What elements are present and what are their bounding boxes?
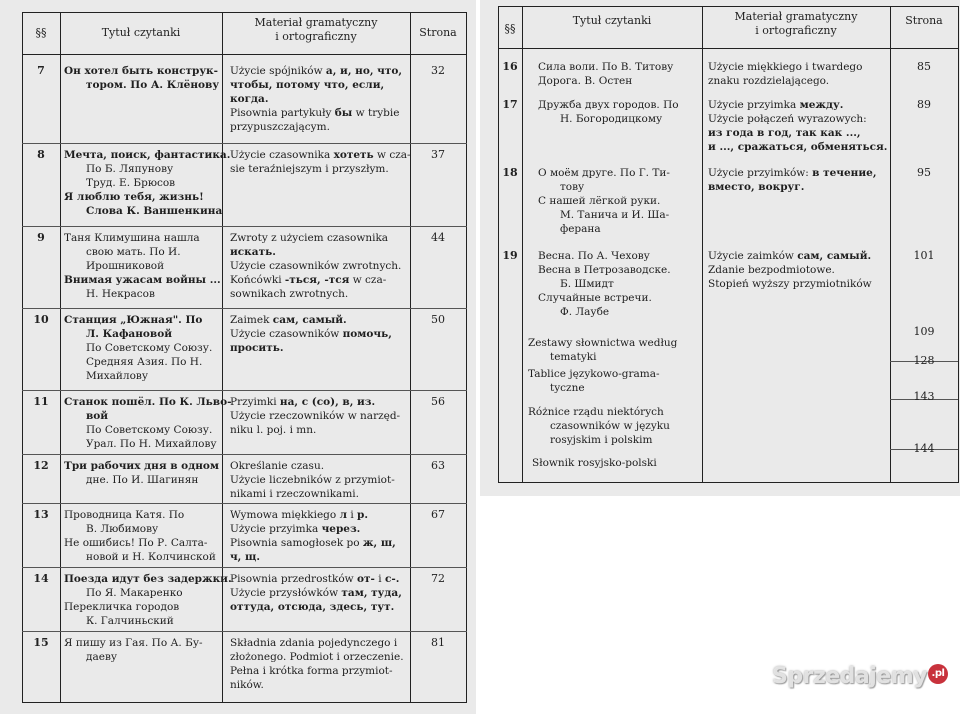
title-line: Перекличка городов [64,601,180,613]
grammar-material [230,64,402,134]
grammar-material [230,508,396,564]
page-number: 95 [917,166,931,179]
title-line: вой [86,410,109,422]
reading-title [64,313,212,383]
material-russian-term: от- [357,573,375,585]
title-line: О моём друге. По Г. Ти- [538,167,670,179]
material-text: Użycie liczebników z przymiot- [230,474,395,486]
title-line: Слова К. Ваншенкина [86,205,223,217]
title-line: Сила воли. По В. Титову [538,61,674,73]
title-line: Станция „Южная". По [64,314,203,326]
title-line: свою мать. По И. [86,246,181,258]
title-line: Tablice językowo-grama- [528,368,660,380]
title-line: tyczne [550,382,585,394]
material-russian-term: оттуда, отсюда, здесь, тут. [230,601,395,613]
row-separator [22,308,467,309]
page-number: 81 [431,636,445,649]
material-line [230,273,401,287]
material-text: Użycie miękkiego i twardego [708,61,863,73]
material-text: Zdanie bezpodmiotowe. [708,264,835,276]
material-text: niku l. poj. i mn. [230,424,317,436]
title-line: По Б. Ляпунову [86,163,174,175]
material-line [230,64,402,78]
material-line [230,231,401,245]
row-separator [22,567,467,568]
page-number: 101 [913,249,935,262]
section-number: 16 [502,60,518,73]
reading-title [64,231,221,301]
title-line: Внимая ужасам войны ... [64,274,221,286]
title-line: Весна в Петрозаводске. [538,264,671,276]
material-line [230,409,400,423]
material-text: Przyimki [230,396,280,408]
material-russian-term: сам, самый. [797,250,872,262]
section-number: 18 [502,166,518,179]
title-line: Zestawy słownictwa według [528,337,678,349]
material-line [708,140,887,154]
material-text: Końcówki [230,274,285,286]
title-line: Мечта, поиск, фантастика. [64,149,231,161]
title-line: С нашей лёгкой руки. [538,195,661,207]
material-line [230,78,402,92]
appendix-title [528,367,660,395]
material-line [230,586,402,600]
material-line [230,120,402,134]
material-russian-term: -ться, -тся [284,274,350,286]
page-number: 56 [431,395,445,408]
title-line: М. Танича и И. Ша- [560,209,670,221]
material-russian-term: в течение, [812,167,877,179]
title-line: По Советскому Союзу. [86,424,213,436]
material-line [230,395,400,409]
reading-title [64,572,232,628]
material-line [708,112,887,126]
title-line: Михайлову [86,370,149,382]
row-separator [22,503,467,504]
header-material-line2: i ortograficzny [755,24,837,37]
section-number: 15 [33,636,49,649]
header-material [222,16,410,44]
header-title: Tytuł czytanki [101,26,181,39]
material-line [708,126,887,140]
material-line [230,313,392,327]
material-line [230,508,396,522]
reading-title [64,459,219,487]
material-text: nikami i rzeczownikami. [230,488,359,500]
page-number: 67 [431,508,445,521]
title-line: К. Галчиньский [86,615,174,627]
title-line: Станок пошёл. По К. Льво- [64,396,232,408]
title-line: Я пишу из Гая. По А. Бу- [64,637,203,649]
material-text: Użycie przyimka [708,99,800,111]
material-line [230,487,395,501]
material-line [230,664,404,678]
grammar-material [708,60,862,88]
grammar-material [230,313,392,355]
page-number: 44 [431,231,445,244]
title-line: Урал. По Н. Михайлову [86,438,217,450]
title-line: Проводница Катя. По [64,509,185,521]
material-text: Zaimek [230,314,273,326]
material-line [708,60,862,74]
material-text: Pełna i krótka forma przymiot- [230,665,393,677]
header-page: Strona [905,14,943,27]
grammar-material [230,636,404,692]
watermark-tld: .pl [928,664,948,684]
material-russian-term: там, туда, [341,587,402,599]
header-title: Tytuł czytanki [572,14,652,27]
material-line [708,98,887,112]
page-number: 63 [431,459,445,472]
material-text: sownikach zwrotnych. [230,288,349,300]
grammar-material [230,148,411,176]
material-russian-term: с-. [384,573,400,585]
section-number: 14 [33,572,49,585]
material-russian-term: ч, щ. [230,551,261,563]
material-russian-term: искать. [230,246,276,258]
material-russian-term: просить. [230,342,284,354]
material-line [230,148,411,162]
material-russian-term: бы [334,107,353,119]
reading-title [64,636,203,664]
material-text: i [374,573,385,585]
title-line: ферана [560,223,601,235]
header-section: §§ [504,22,516,35]
material-text: i [346,509,358,521]
material-russian-term: когда. [230,93,269,105]
watermark-brand: Sprzedajemy [772,664,927,689]
title-line: Дружба двух городов. По [538,99,679,111]
material-line [230,678,404,692]
header-material-line2: i ortograficzny [275,30,357,43]
appendix-title [532,456,657,470]
material-russian-term: помочь, [342,328,392,340]
title-line: тором. По А. Клёнову [86,79,220,91]
material-text: Użycie połączeń wyrazowych: [708,113,867,125]
title-line: tematyki [550,351,597,363]
section-number: 12 [33,459,49,472]
material-russian-term: р. [357,509,369,521]
material-text: Wymowa miękkiego [230,509,340,521]
title-line: Случайные встречи. [538,292,652,304]
material-text: Stopień wyższy przymiotników [708,278,872,290]
material-russian-term: хотеть [333,149,374,161]
title-line: Поезда идут без задержки. [64,573,232,585]
title-line: Весна. По А. Чехову [538,250,650,262]
catalog-page-left [0,0,476,714]
material-line [708,277,872,291]
appendix-title [528,405,670,447]
material-line [230,245,401,259]
section-number: 13 [33,508,49,521]
section-number: 11 [33,395,49,408]
title-line: Л. Кафановой [86,328,172,340]
title-line: Три рабочих дня в одном [64,460,219,472]
title-line: дaеву [86,651,118,663]
page-number: 144 [913,442,935,455]
material-text: Pisownia przedrostków [230,573,358,585]
page-number: 85 [917,60,931,73]
material-text: Użycie przyimka [230,523,322,535]
material-russian-term: сам, самый. [272,314,347,326]
title-line: Ф. Лаубе [560,306,610,318]
material-text: Użycie czasownika [230,149,334,161]
grammar-material [230,459,395,501]
section-number: 19 [502,249,518,262]
material-line [230,636,404,650]
title-line: czasowników w języku [550,420,670,432]
material-text: w cza- [349,274,387,286]
section-number: 7 [37,64,45,77]
title-line: дне. По И. Шагинян [86,474,199,486]
header-page: Strona [419,26,457,39]
material-line [230,473,395,487]
section-number: 9 [37,231,45,244]
material-text: Składnia zdania pojedynczego i [230,637,398,649]
material-russian-term: а, и, но, что, [325,65,402,77]
title-line: Таня Климушина нашла [64,232,200,244]
reading-title [64,64,219,92]
material-line [230,259,401,273]
material-text: złożonego. Podmiot i orzeczenie. [230,651,404,663]
material-line [230,572,402,586]
page-number: 89 [917,98,931,111]
title-line: новой и Н. Колчинской [86,551,216,563]
sprzedajemy-watermark-logo [772,664,948,689]
catalog-page-right [480,0,960,496]
title-line: Он хотел быть конструк- [64,65,218,77]
title-line: Не ошибись! По Р. Салта- [64,537,208,549]
material-line [230,287,401,301]
material-line [230,550,396,564]
material-text: Pisownia partykuły [230,107,335,119]
title-line: Дорога. В. Остен [538,75,633,87]
title-line: По Советскому Союзу. [86,342,213,354]
material-line [708,180,876,194]
material-line [708,249,872,263]
title-line: Труд. Е. Брюсов [86,177,176,189]
page-number: 143 [913,390,935,403]
material-text: ników. [230,679,264,691]
section-number: 17 [502,98,518,111]
material-text: sie teraźniejszym i przyszłym. [230,163,389,175]
title-line: Б. Шмидт [560,278,614,290]
page-number: 128 [913,354,935,367]
material-line [230,459,395,473]
material-russian-term: л [339,509,347,521]
page-number: 32 [431,64,445,77]
reading-title [64,148,230,218]
material-text: Użycie rzeczowników w narzęd- [230,410,401,422]
row-separator [22,454,467,455]
reading-title [538,60,673,88]
material-line [708,74,862,88]
grammar-material [230,231,401,301]
material-russian-term: через. [321,523,361,535]
material-text: Zwroty z użyciem czasownika [230,232,389,244]
material-text: Użycie czasowników [230,328,343,340]
material-text: w cza- [373,149,411,161]
title-line: Н. Богородицкому [560,113,663,125]
material-line [230,423,400,437]
material-line [230,106,402,120]
material-text: Użycie zaimków [708,250,798,262]
header-material-line1: Materiał gramatyczny [734,10,858,23]
material-line [230,522,396,536]
title-line: Н. Некрасов [86,288,155,300]
material-text: znaku rozdzielającego. [708,75,830,87]
row-separator [22,390,467,391]
page-number: 72 [431,572,445,585]
material-line [230,600,402,614]
material-line [230,341,392,355]
title-line: По Я. Макаренко [86,587,183,599]
material-line [230,327,392,341]
title-line: тову [560,181,585,193]
reading-title [538,166,670,236]
material-line [230,92,402,106]
title-line: Средняя Азия. По Н. [86,356,203,368]
grammar-material [230,572,402,614]
row-separator [22,631,467,632]
material-line [708,166,876,180]
material-text: Użycie spójników [230,65,326,77]
material-russian-term: чтобы, потому что, если, [230,79,385,91]
grammar-material [230,395,400,437]
page-number: 37 [431,148,445,161]
reading-title [64,508,216,564]
material-russian-term: между. [799,99,844,111]
material-line [230,536,396,550]
material-text: w trybie [352,107,400,119]
material-line [708,263,872,277]
page-number: 50 [431,313,445,326]
material-line [230,650,404,664]
reading-title [64,395,231,451]
material-russian-term: на, с (со), в, из. [279,396,376,408]
row-separator [22,143,467,144]
title-line: rosyjskim i polskim [550,434,653,446]
material-text: Użycie przyimków: [708,167,813,179]
material-line [230,162,411,176]
grammar-material [708,249,872,291]
header-material-line1: Materiał gramatyczny [254,16,378,29]
material-russian-term: вместо, вокруг. [708,181,805,193]
title-line: В. Любимову [86,523,159,535]
material-text: Użycie przysłówków [230,587,342,599]
title-line: Różnice rządu niektórych [528,406,664,418]
section-number: 8 [37,148,45,161]
header-material [702,10,890,38]
title-line: Słownik rosyjsko-polski [532,457,657,469]
material-russian-term: из года в год, так как ..., [708,127,861,139]
grammar-material [708,166,876,194]
material-text: Użycie czasowników zwrotnych. [230,260,402,272]
title-line: Ирошниковой [86,260,165,272]
appendix-title [528,336,677,364]
material-russian-term: и ..., сражаться, обменяться. [708,141,888,153]
title-line: Я люблю тебя, жизнь! [64,191,204,203]
material-text: przypuszczającym. [230,121,330,133]
reading-title [538,249,671,319]
grammar-material [708,98,887,154]
row-separator [22,226,467,227]
reading-title [538,98,679,126]
material-text: Określanie czasu. [230,460,325,472]
material-text: Pisownia samogłosek po [230,537,363,549]
section-number: 10 [33,313,49,326]
header-section: §§ [35,26,47,39]
material-russian-term: ж, ш, [362,537,396,549]
page-number: 109 [913,325,935,338]
